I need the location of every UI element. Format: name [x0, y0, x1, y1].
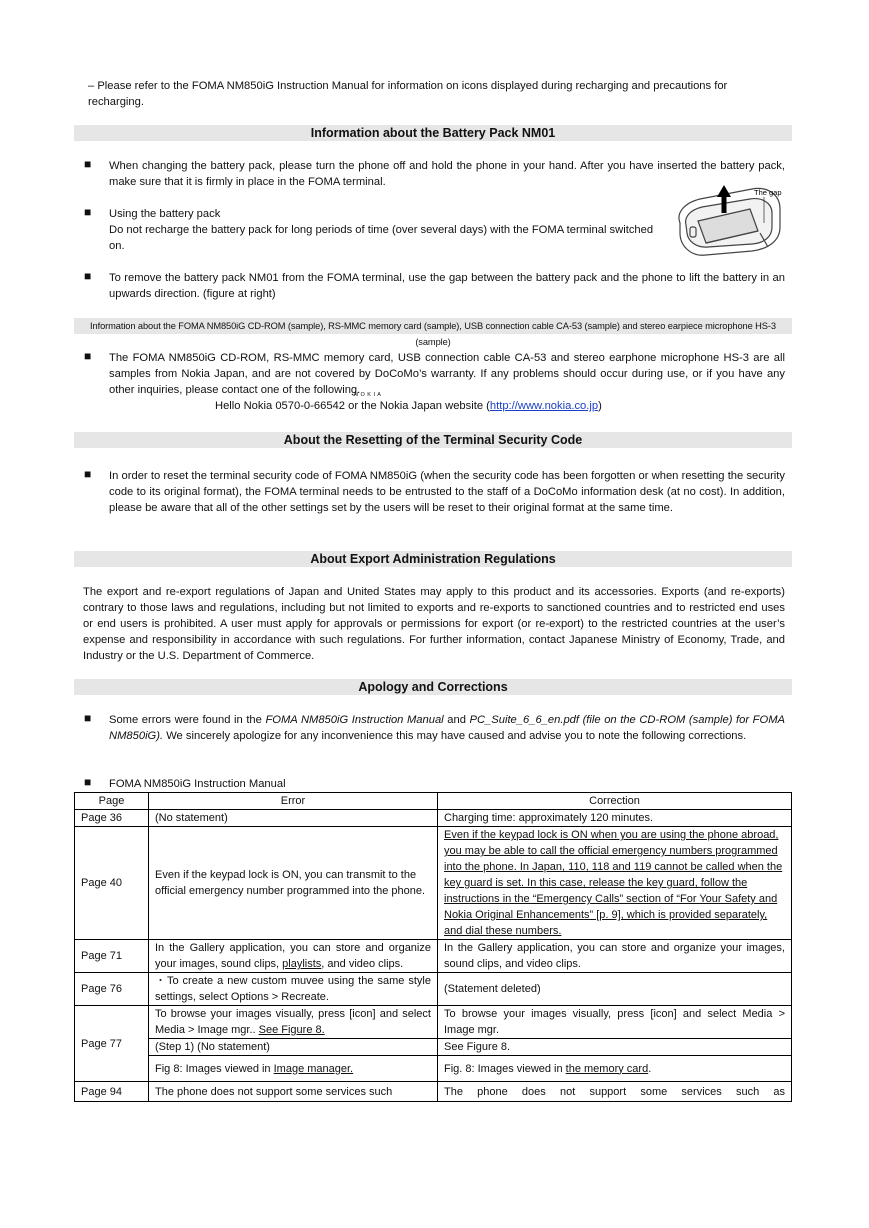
cell-page: Page 40	[75, 827, 149, 940]
cell-error	[149, 940, 438, 973]
corrections-table	[74, 792, 792, 1102]
table-row	[75, 1039, 792, 1056]
cell-correction	[438, 827, 792, 940]
nokia-website-link[interactable]: http://www.nokia.co.jp	[489, 400, 599, 412]
contact-text: Hello Nokia 0570-0-66542 or the Nokia Japan website (	[215, 400, 490, 412]
cell-page: Page 77	[75, 1006, 149, 1082]
table-row	[75, 1006, 792, 1039]
section-title-battery: Information about the Battery Pack NM01	[74, 125, 792, 141]
cell-page: Page 94	[75, 1082, 149, 1102]
battery-item-3: To remove the battery pack NM01 from the FOMA terminal, use the gap between the battery pack and the phone to lift the battery in an upwards direction. (figure at right)	[109, 272, 785, 300]
contact-suffix: )	[598, 400, 602, 412]
error-underlined: See Figure 8.	[258, 1024, 325, 1036]
apology-text: Some errors were found in the	[109, 714, 266, 726]
bullet-icon: ■	[84, 467, 92, 481]
manual-title: FOMA NM850iG Instruction Manual	[265, 714, 444, 726]
cell-correction: The phone does not support some services such as	[438, 1082, 792, 1102]
battery-removal-figure	[672, 183, 784, 259]
section-title-export: About Export Administration Regulations	[74, 551, 792, 567]
cell-correction: (Statement deleted)	[438, 973, 792, 1006]
bullet-icon: ■	[84, 205, 92, 219]
apology-text: We sincerely apologize for any inconvenience this may have caused and advise you to note the following corrections.	[163, 730, 747, 742]
error-text: To browse your images visually, press [icon] and select Media > Image mgr..	[155, 1008, 431, 1036]
table-row	[75, 827, 792, 940]
bullet-icon: ■	[84, 157, 92, 171]
bullet-icon: ■	[84, 711, 92, 725]
battery-item-2-title: Using the battery pack	[109, 208, 221, 220]
section-title-samples: Information about the FOMA NM850iG CD-ROM (sample), RS-MMC memory card (sample), USB connection cable CA-53 (sample) and stereo earpiece microphone HS-3 (sample)	[74, 318, 792, 334]
intro-note: – Please refer to the FOMA NM850iG Instruction Manual for information on icons displayed during recharging and precautions for recharging.	[88, 80, 728, 108]
bullet-icon: ■	[84, 775, 92, 789]
cell-error: The phone does not support some services such	[149, 1082, 438, 1102]
table-row	[75, 1056, 792, 1082]
apology-item-1	[109, 712, 785, 744]
error-underlined: playlists	[282, 958, 322, 970]
samples-contact	[215, 398, 602, 414]
header-correction: Correction	[438, 793, 792, 810]
error-underlined: Image manager.	[273, 1062, 354, 1075]
table-row	[75, 973, 792, 1006]
table-title: FOMA NM850iG Instruction Manual	[109, 778, 286, 790]
section-title-security: About the Resetting of the Terminal Security Code	[74, 432, 792, 448]
cell-page: Page 36	[75, 810, 149, 827]
cell-error: ・To create a new custom muvee using the same style settings, select Options > Recreate.	[149, 973, 438, 1006]
bullet-icon: ■	[84, 349, 92, 363]
cell-correction: Charging time: approximately 120 minutes.	[438, 810, 792, 827]
apology-text: and	[443, 714, 470, 726]
pdf-title: PC_Suite_6_6_en.pdf (file on the CD-ROM (sample) for FOMA NM850iG).	[109, 714, 785, 742]
bullet-icon: ■	[84, 269, 92, 283]
header-page: Page	[75, 793, 149, 810]
battery-item-1: When changing the battery pack, please turn the phone off and hold the phone in your hand. After you have inserted the battery pack, make sure that it is firmly in place in the FOMA terminal.	[109, 160, 785, 188]
export-body: The export and re-export regulations of Japan and United States may apply to this product and its accessories. Exports (and re-exports) contrary to those laws and regulations, including but not limited to exports and re-exports to sanctioned countries and to restricted end uses or end users is prohibited. A user must apply for approvals or permissions for export (or re-export) to the restricted countries at the user’s expense and responsibility in accordance with such regulations. For further information, contact Japanese Ministry of Economy, Trade, and Industry or the U.S. Department of Commerce.	[83, 586, 785, 662]
cell-correction: To browse your images visually, press [icon] and select Media > Image mgr.	[438, 1006, 792, 1039]
section-title-apology: Apology and Corrections	[74, 679, 792, 695]
error-text: Fig 8: Images viewed in	[155, 1062, 274, 1075]
cell-error: (No statement)	[149, 810, 438, 827]
error-text: , and video clips.	[321, 958, 404, 970]
correction-text: .	[648, 1062, 652, 1075]
cell-error	[149, 1006, 438, 1039]
table-row	[75, 810, 792, 827]
cell-error: (Step 1) (No statement)	[149, 1039, 438, 1056]
cell-error	[149, 1056, 438, 1082]
cell-error: Even if the keypad lock is ON, you can transmit to the official emergency number programmed into the phone.	[149, 827, 438, 940]
cell-correction	[438, 1056, 792, 1082]
table-row	[75, 1082, 792, 1102]
header-error: Error	[149, 793, 438, 810]
cell-page: Page 76	[75, 973, 149, 1006]
correction-text: Fig. 8: Images viewed in	[444, 1062, 566, 1075]
security-item-1: In order to reset the terminal security code of FOMA NM850iG (when the security code has been forgotten or when resetting the security code to its original format), the FOMA terminal needs to be entrusted to the staff of a DoCoMo information desk (at no cost). In addition, please be aware that all of the other settings set by the users will be reset to their original format at the same time.	[109, 470, 785, 514]
nokia-ruby: N O K I A	[354, 392, 382, 398]
correction-underlined: the memory card	[565, 1062, 649, 1075]
table-row	[75, 940, 792, 973]
samples-item-1: The FOMA NM850iG CD-ROM, RS-MMC memory card, USB connection cable CA-53 and stereo earphone microphone HS-3 are all samples from Nokia Japan, and are not covered by DoCoMo’s warranty. If any problems should occur during use, or if you have any other inquiries, please contact one of the following.	[109, 352, 785, 396]
cell-page: Page 71	[75, 940, 149, 973]
cell-correction: In the Gallery application, you can store and organize your images, sound clips, and video clips.	[438, 940, 792, 973]
battery-item-2-body: Do not recharge the battery pack for long periods of time (over several days) with the FOMA terminal switched on.	[109, 224, 654, 252]
table-header-row	[75, 793, 792, 810]
error-text: In the Gallery application, you can store and organize your images, sound clips,	[155, 942, 431, 970]
figure-label: The gap	[754, 188, 782, 197]
correction-text: Even if the keypad lock is ON when you are using the phone abroad, you may be able to call the official emergency numbers programmed into the phone. In Japan, 110, 118 and 119 cannot be called when the key guard is set. In this case, release the key guard, follow the instructions in the “Emergency Calls” section of “For Your Safety and Nokia Original Enhancements” [p. 9], which is provided separately, and dial these numbers.	[444, 829, 783, 937]
cell-correction: See Figure 8.	[438, 1039, 792, 1056]
